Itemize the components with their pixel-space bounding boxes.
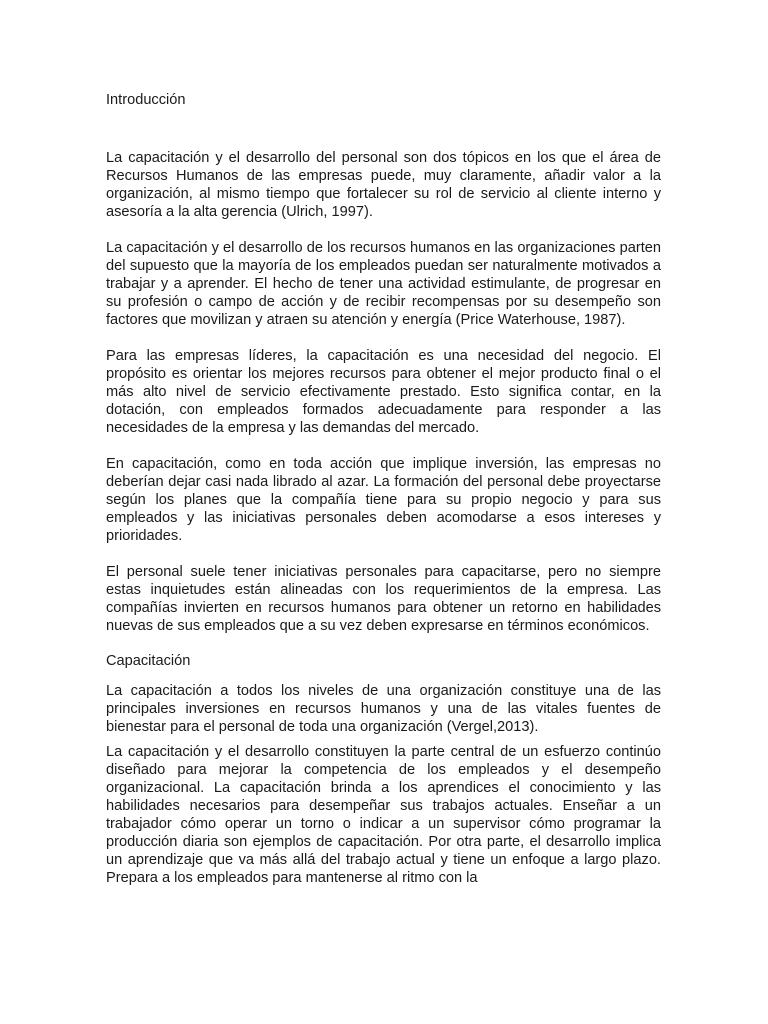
paragraph-intro-4: En capacitación, como en toda acción que implique inversión, las empresas no deberían dejar casi nada librado al azar. La formación del personal debe proyectarse según los planes que la compañía tiene para su propio negocio y para sus empleados y las iniciativas personales deben acomodarse a esos intereses y prioridades.	[106, 456, 661, 544]
paragraph-intro-2: La capacitación y el desarrollo de los recursos humanos en las organizaciones parten del supuesto que la mayoría de los empleados puedan ser naturalmente motivados a trabajar y a aprender. El hecho de tener una actividad estimulante, de progresar en su profesión o campo de acción y de recibir recompensas por su desempeño son factores que movilizan y atraen su atención y energía (Price Waterhouse, 1987).	[106, 240, 661, 328]
document-body	[106, 91, 661, 887]
paragraph-intro-5: El personal suele tener iniciativas personales para capacitarse, pero no siempre estas inquietudes están alineadas con los requerimientos de la empresa. Las compañías invierten en recursos humanos para obtener un retorno en habilidades nuevas de sus empleados que a su vez deben expresarse en términos económicos.	[106, 564, 661, 634]
paragraph-intro-3: Para las empresas líderes, la capacitación es una necesidad del negocio. El propósito es orientar los mejores recursos para obtener el mejor producto final o el más alto nivel de servicio efectivamente prestado. Esto significa contar, en la dotación, con empleados formados adecuadamente para responder a las necesidades de la empresa y las demandas del mercado.	[106, 348, 661, 436]
paragraph-capacitacion-2: La capacitación y el desarrollo constituyen la parte central de un esfuerzo continúo diseñado para mejorar la competencia de los empleados y el desempeño organizacional. La capacitación brinda a los aprendices el conocimiento y las habilidades necesarios para desempeñar sus trabajos actuales. Enseñar a un trabajador cómo operar un torno o indicar a un supervisor cómo programar la producción diaria son ejemplos de capacitación. Por otra parte, el desarrollo implica un aprendizaje que va más allá del trabajo actual y tiene un enfoque a largo plazo. Prepara a los empleados para mantenerse al ritmo con la	[106, 744, 661, 886]
heading-capacitacion: Capacitación	[106, 653, 191, 669]
paragraph-intro-1: La capacitación y el desarrollo del personal son dos tópicos en los que el área de Recursos Humanos de las empresas puede, muy claramente, añadir valor a la organización, al mismo tiempo que fortalecer su rol de servicio al cliente interno y asesoría a la alta gerencia (Ulrich, 1997).	[106, 150, 661, 220]
paragraph-capacitacion-1: La capacitación a todos los niveles de una organización constituye una de las principales inversiones en recursos humanos y una de las vitales fuentes de bienestar para el personal de toda una organización (Vergel,2013).	[106, 683, 661, 735]
heading-introduccion: Introducción	[106, 92, 186, 108]
